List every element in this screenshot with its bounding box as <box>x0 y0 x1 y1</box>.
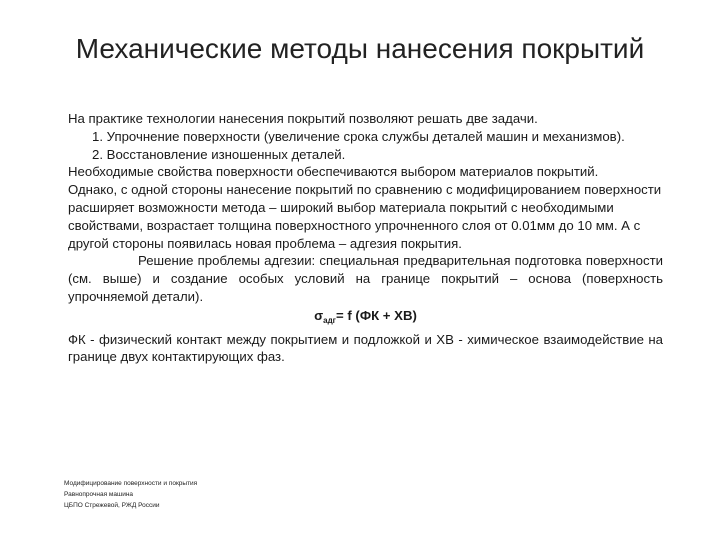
list-item-2: 2. Восстановление изношенных деталей. <box>92 146 346 162</box>
definition-paragraph: ФК - физический контакт между покрытием и подложкой и ХВ - химическое взаимодействие на границе двух контактирующих фаз. <box>68 331 663 365</box>
list-item-1: 1. Упрочнение поверхности (увеличение срока службы деталей машин и механизмов). <box>92 128 625 144</box>
footer-line-2: Равнопрочная машина <box>64 491 134 498</box>
formula-expression: = f (ФК + ХВ) <box>336 307 417 323</box>
adhesion-formula <box>68 307 663 330</box>
slide-body <box>68 110 663 366</box>
slide-title: Механические методы нанесения покрытий <box>75 33 645 64</box>
slide-footer <box>64 478 197 511</box>
footer-line-1: Модифицирование поверхности и покрытия <box>64 480 198 487</box>
intro-paragraph: На практике технологии нанесения покрытий позволяют решать две задачи. <box>68 111 538 126</box>
adhesion-paragraph: Решение проблемы адгезии: специальная предварительная подготовка поверхности (см. выше) и создание особых условий на границе покрытий – основа (поверхность упрочняемой детали). <box>68 253 663 304</box>
footer-line-3: ЦБПО Стрежевой, РЖД России <box>64 502 160 509</box>
formula-subscript: адг <box>323 315 337 325</box>
formula-symbol: σ <box>314 307 324 323</box>
coating-paragraph: Однако, с одной стороны нанесение покрытий по сравнению с модифицированием поверхности расширяет возможности метода – широкий выбор материала покрытий с необходимыми свойствами, возрастает толщина поверхностного упрочненного слоя от 0.01мм до 10 мм. А с другой стороны появилась новая проблема – адгезия покрытия. <box>68 182 662 251</box>
properties-paragraph: Необходимые свойства поверхности обеспечиваются выбором материалов покрытий. <box>68 164 599 180</box>
